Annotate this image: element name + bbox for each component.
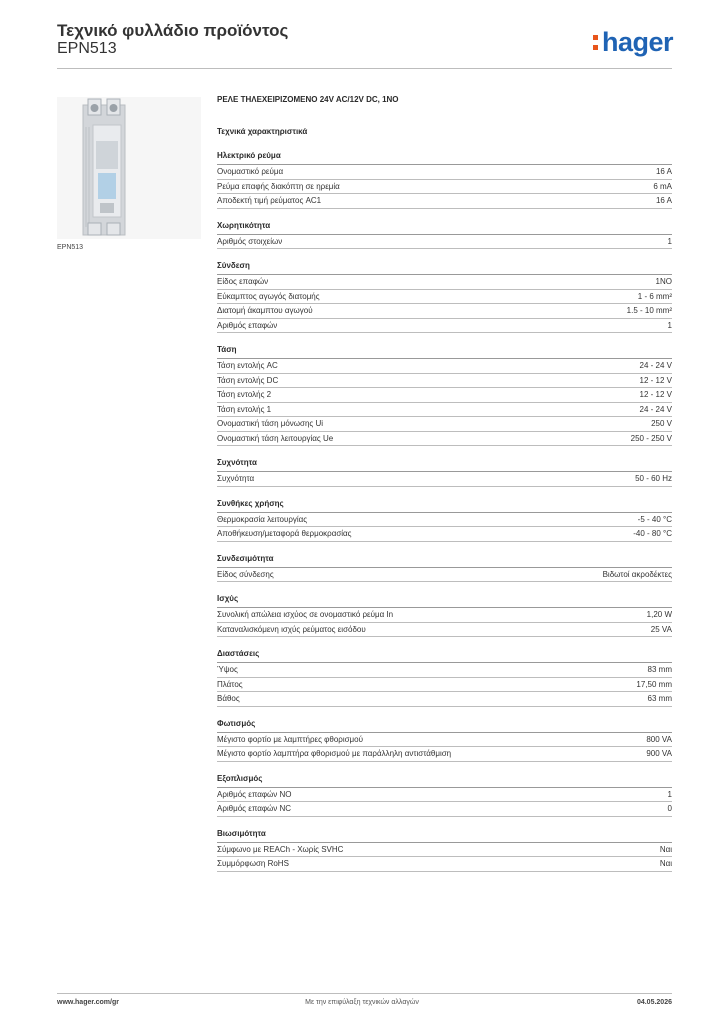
spec-row (217, 180, 672, 195)
spec-label: Αποθήκευση/μεταφορά θερμοκρασίας (217, 529, 352, 538)
section-title: Διαστάσεις (217, 648, 672, 663)
product-name: ΡΕΛΕ ΤΗΛΕΧΕΙΡΙΖΟΜΕΝΟ 24V AC/12V DC, 1NO (217, 95, 399, 104)
spec-value: Ναι (659, 859, 672, 868)
spec-label: Συνολική απώλεια ισχύος σε ονομαστικό ρεύμα In (217, 610, 394, 619)
spec-section (217, 773, 672, 817)
spec-row (217, 388, 672, 403)
spec-value: Βιδωτοί ακροδέκτες (602, 569, 672, 579)
spec-value: 1NO (655, 277, 672, 286)
document-title: Τεχνικό φυλλάδιο προϊόντος (57, 21, 289, 40)
spec-label: Αριθμός επαφών NC (217, 804, 292, 813)
section-title: Συνθήκες χρήσης (217, 498, 672, 513)
footer-website-link[interactable]: www.hager.com/gr (57, 999, 119, 1006)
section-title: Συνδεσιμότητα (217, 553, 672, 568)
spec-value: 12 - 12 V (639, 375, 672, 385)
spec-section (217, 150, 672, 209)
footer-date: 04.05.2026 (636, 999, 672, 1006)
spec-section (217, 553, 672, 583)
spec-label: Ονομαστική τάση λειτουργίας Ue (217, 433, 334, 443)
spec-value: 63 mm (647, 694, 672, 703)
spec-value: 16 A (655, 196, 672, 205)
spec-row (217, 194, 672, 209)
spec-label: Εύκαμπτος αγωγός διατομής (217, 291, 320, 301)
product-image (57, 97, 201, 239)
spec-label: Τάση εντολής DC (217, 375, 279, 385)
hager-logo (593, 27, 673, 57)
spec-row (217, 747, 672, 762)
spec-value: 1 - 6 mm² (637, 291, 672, 301)
spec-row (217, 678, 672, 693)
logo-dots-icon (593, 27, 600, 50)
spec-row (217, 788, 672, 803)
spec-label: Ρεύμα επαφής διακόπτη σε ηρεμία (217, 181, 340, 191)
spec-row (217, 527, 672, 542)
spec-value: 50 - 60 Hz (635, 474, 672, 483)
section-title: Ισχύς (217, 593, 672, 608)
spec-content (217, 93, 672, 883)
spec-label: Θερμοκρασία λειτουργίας (217, 514, 308, 524)
spec-value: 1 (667, 236, 672, 246)
logo-text: hager (602, 27, 674, 57)
footer-divider (57, 993, 672, 994)
spec-label: Διατομή άκαμπτου αγωγού (217, 306, 313, 315)
spec-value: 24 - 24 V (639, 361, 672, 370)
spec-section (217, 718, 672, 762)
spec-label: Συχνότητα (217, 474, 255, 483)
section-title: Χωρητικότητα (217, 220, 672, 235)
spec-label: Πλάτος (217, 679, 243, 689)
spec-value: 250 V (651, 419, 672, 428)
section-title: Συχνότητα (217, 457, 672, 472)
spec-section (217, 220, 672, 250)
spec-row (217, 843, 672, 858)
spec-label: Ύψος (217, 665, 238, 674)
spec-row (217, 513, 672, 528)
spec-label: Είδος επαφών (217, 277, 269, 286)
spec-row (217, 663, 672, 678)
spec-value: 83 mm (647, 665, 672, 674)
spec-label: Είδος σύνδεσης (217, 569, 274, 579)
spec-row (217, 319, 672, 334)
spec-row (217, 608, 672, 623)
spec-row (217, 733, 672, 748)
spec-value: 1 (667, 789, 672, 799)
spec-value: 800 VA (646, 734, 672, 744)
spec-row (217, 235, 672, 250)
spec-value: Ναι (659, 844, 672, 854)
spec-row (217, 692, 672, 707)
section-title: Τάση (217, 344, 672, 359)
spec-label: Σύμφωνο με REACh - Χωρίς SVHC (217, 844, 344, 854)
spec-value: 1 (667, 320, 672, 330)
spec-section (217, 593, 672, 637)
spec-label: Μέγιστο φορτίο με λαμπτήρες φθορισμού (217, 734, 363, 744)
spec-value: 1.5 - 10 mm² (626, 306, 672, 315)
section-title: Φωτισμός (217, 718, 672, 733)
spec-row (217, 359, 672, 374)
spec-label: Αριθμός επαφών (217, 320, 278, 330)
spec-row (217, 472, 672, 487)
section-title: Εξοπλισμός (217, 773, 672, 788)
spec-row (217, 403, 672, 418)
spec-value: 1,20 W (646, 610, 672, 619)
product-reference: EPN513 (57, 40, 117, 57)
spec-row (217, 623, 672, 638)
spec-value: 6 mA (653, 181, 672, 191)
spec-row (217, 165, 672, 180)
spec-section (217, 828, 672, 872)
spec-label: Τάση εντολής 2 (217, 390, 272, 399)
spec-value: 250 - 250 V (630, 433, 672, 443)
specs-heading: Τεχνικά χαρακτηριστικά (217, 127, 308, 136)
spec-value: 24 - 24 V (639, 404, 672, 414)
spec-value: 17,50 mm (636, 679, 672, 689)
header-divider (57, 68, 672, 69)
spec-row (217, 290, 672, 305)
spec-label: Αποδεκτή τιμή ρεύματος AC1 (217, 196, 322, 205)
spec-label: Βάθος (217, 694, 240, 703)
spec-row (217, 857, 672, 872)
section-title: Ηλεκτρικό ρεύμα (217, 150, 672, 165)
spec-row (217, 304, 672, 319)
spec-value: 900 VA (646, 749, 672, 758)
spec-section (217, 498, 672, 542)
section-title: Σύνδεση (217, 260, 672, 275)
spec-label: Καταναλισκόμενη ισχύς ρεύματος εισόδου (217, 624, 366, 634)
spec-row (217, 802, 672, 817)
spec-sections (217, 150, 672, 872)
spec-label: Αριθμός στοιχείων (217, 236, 283, 246)
spec-value: 12 - 12 V (639, 390, 672, 399)
spec-value: 0 (667, 804, 672, 813)
spec-section (217, 260, 672, 333)
spec-value: 25 VA (650, 624, 672, 634)
spec-label: Ονομαστική τάση μόνωσης Ui (217, 419, 324, 428)
spec-label: Συμμόρφωση RoHS (217, 859, 289, 868)
image-caption: EPN513 (57, 244, 84, 251)
spec-row (217, 275, 672, 290)
spec-label: Τάση εντολής AC (217, 361, 278, 370)
spec-label: Ονομαστικό ρεύμα (217, 167, 284, 176)
spec-value: -40 - 80 °C (633, 529, 672, 538)
spec-label: Μέγιστο φορτίο λαμπτήρα φθορισμού με παράλληλη αντιστάθμιση (217, 749, 452, 758)
spec-row (217, 568, 672, 583)
spec-label: Τάση εντολής 1 (217, 404, 272, 414)
spec-row (217, 417, 672, 432)
spec-value: -5 - 40 °C (637, 514, 672, 524)
spec-label: Αριθμός επαφών NO (217, 789, 292, 799)
section-title: Βιωσιμότητα (217, 828, 672, 843)
spec-row (217, 374, 672, 389)
spec-value: 16 A (655, 167, 672, 176)
spec-section (217, 457, 672, 487)
spec-section (217, 648, 672, 707)
spec-row (217, 432, 672, 447)
footer-note: Με την επιφύλαξη τεχνικών αλλαγών (305, 999, 419, 1006)
spec-section (217, 344, 672, 446)
